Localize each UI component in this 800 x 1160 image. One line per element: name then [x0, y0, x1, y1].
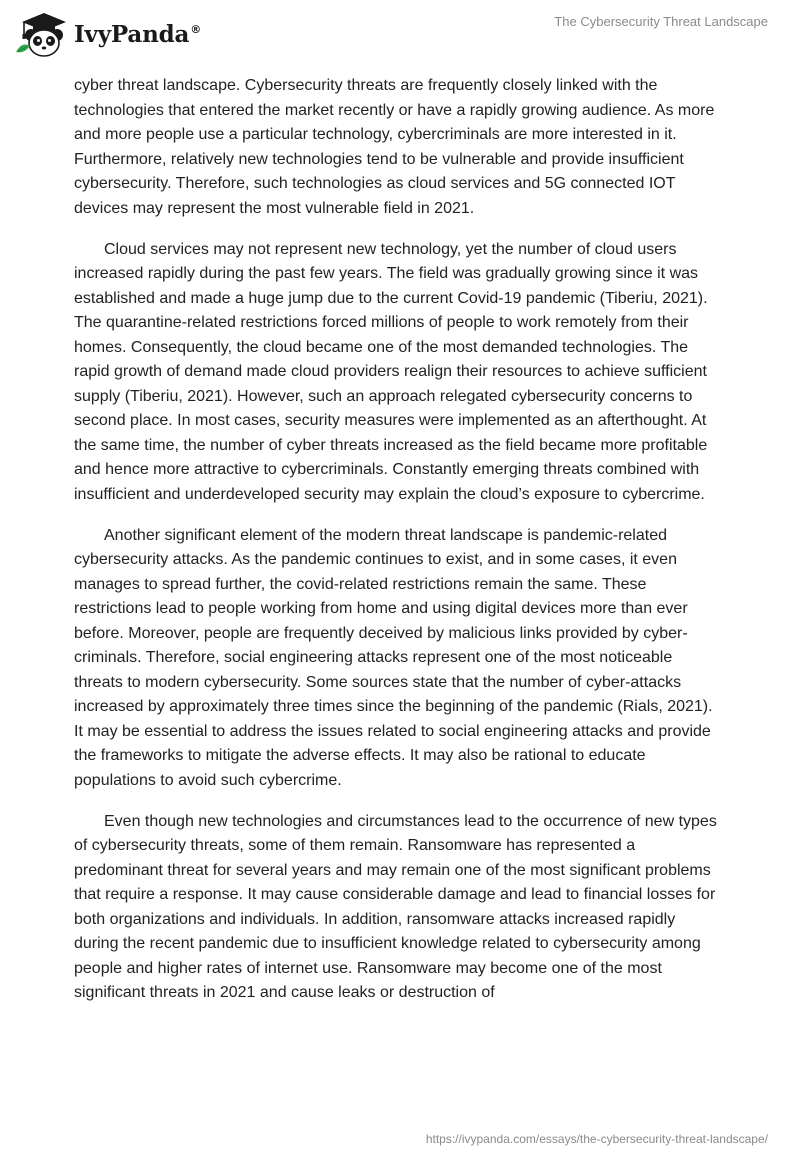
- paragraph: cyber threat landscape. Cybersecurity threats are frequently closely linked with the technologies that entered the market recently or have a rapidly growing audience. As more and more people use a particular technology, cybercriminals are more interested in it. Furthermore, relatively new technologies tend to be vulnerable and provide insufficient cybersecurity. Therefore, such technologies as cloud services and 5G connected IOT devices may represent the most vulnerable field in 2021.: [74, 77, 715, 217]
- paragraph: Another significant element of the modern threat landscape is pandemic-related cybersecurity attacks. As the pandemic continues to exist, and in some cases, it even manages to spread further, the covid-related restrictions remain the same. These restrictions lead to people working from home and using digital devices more than ever before. Moreover, people are frequently deceived by malicious links provided by cyber-criminals. Therefore, social engineering attacks represent one of the most noticeable threats to modern cybersecurity. Some sources state that the number of cyber-attacks increased by approximately three times since the beginning of the pandemic (Rials, 2021). It may be essential to address the issues related to social engineering attacks and provide the frameworks to mitigate the adverse effects. It may also be rational to educate populations to avoid such cybercrime.: [74, 526, 713, 789]
- paragraph: Even though new technologies and circumstances lead to the occurrence of new types of cybersecurity threats, some of them remain. Ransomware has represented a predominant threat for several years and may remain one of the most significant problems that require a response. It may cause considerable damage and lead to financial losses for both organizations and individuals. In addition, ransomware attacks increased rapidly during the recent pandemic due to insufficient knowledge related to cybersecurity among people and higher rates of internet use. Ransomware may become one of the most significant threats in 2021 and cause leaks or destruction of: [74, 812, 717, 1001]
- page-header: [0, 0, 800, 70]
- document-title: The Cybersecurity Threat Landscape: [554, 14, 768, 29]
- essay-body: [74, 74, 724, 1022]
- registered-mark: ®: [190, 22, 201, 36]
- ivypanda-logo[interactable]: [14, 8, 201, 58]
- source-url[interactable]: https://ivypanda.com/essays/the-cybersecurity-threat-landscape/: [425, 1132, 768, 1146]
- paragraph: Cloud services may not represent new technology, yet the number of cloud users increased rapidly during the past few years. The field was gradually growing since it was established and made a huge jump due to the current Covid-19 pandemic (Tiberiu, 2021). The quarantine-related restrictions forced millions of people to work remotely from their homes. Consequently, the cloud became one of the most demanded technologies. The rapid growth of demand made cloud providers realign their resources to achieve sufficient supply (Tiberiu, 2021). However, such an approach relegated cybersecurity concerns to second place. In most cases, security measures were implemented as an afterthought. At the same time, the number of cyber threats increased as the field became more profitable and hence more attractive to cybercriminals. Constantly emerging threats combined with insufficient and underdeveloped security may explain the cloud’s exposure to cybercrime.: [74, 240, 708, 503]
- panda-graduate-icon: [14, 8, 68, 58]
- brand-name: IvyPanda®: [74, 20, 201, 48]
